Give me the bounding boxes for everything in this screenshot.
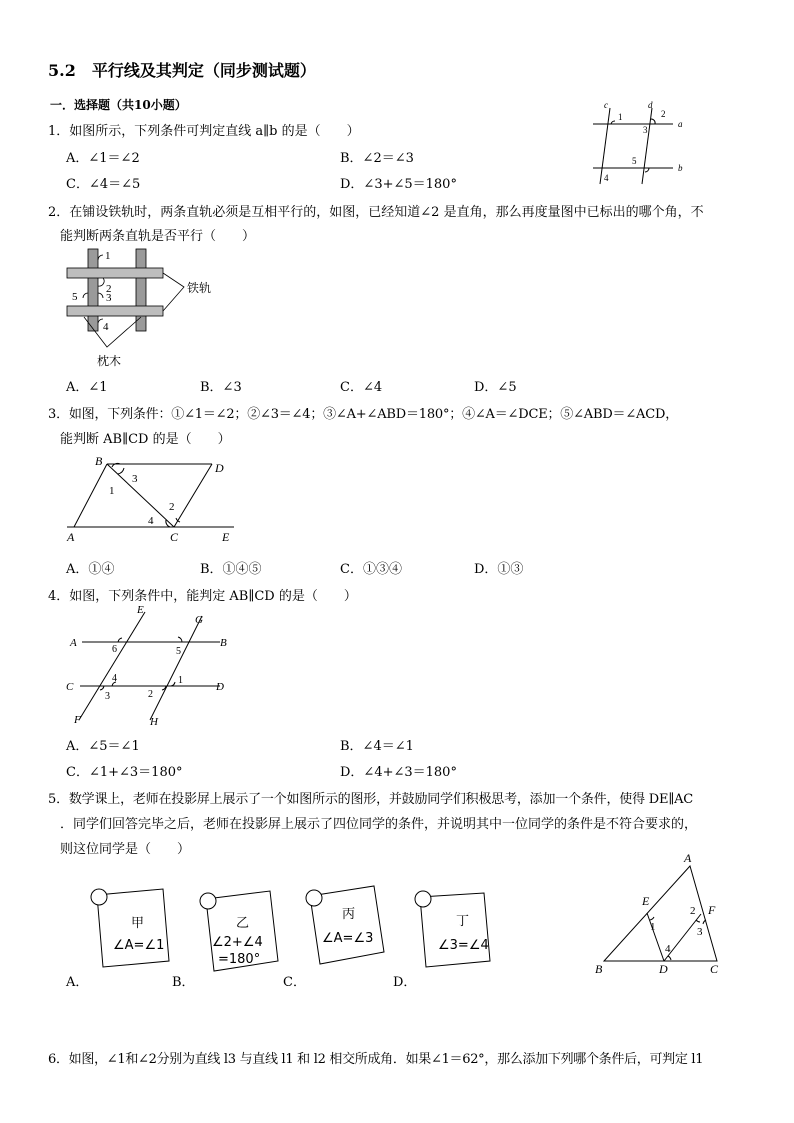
q5-note-yi-name: 乙 <box>236 916 250 931</box>
q6-stem: 6．如图，∠1和∠2分别为直线 l3 与直线 l1 和 l2 相交所成角．如果∠1＝62°，那么添加下列哪个条件后，可判定 l1 <box>48 1052 704 1067</box>
q5-option-b[interactable]: B． <box>172 975 195 990</box>
q5-note-yi <box>194 885 284 981</box>
q3-stem-line2: 能判断 AB∥CD 的是（ ） <box>60 432 231 447</box>
q4-option-b[interactable]: B．∠4＝∠1 <box>340 739 414 754</box>
q5-note-jia <box>85 885 175 981</box>
q5-stem-line2: ．同学们回答完毕之后，老师在投影屏上展示了四位同学的条件，并说明其中一位同学的条件是不符合要求的， <box>60 817 698 832</box>
q5-stem-line1: 5．数学课上，老师在投影屏上展示了一个如图所示的图形，并鼓励同学们积极思考，添加一个条件，使得 DE∥AC <box>48 792 694 807</box>
q5-angle-3: 3 <box>697 926 703 938</box>
q2-angle-5: 5 <box>72 291 78 303</box>
q5-note-bing <box>300 880 390 976</box>
q3-label-e: E <box>222 530 230 544</box>
q5-option-c[interactable]: C． <box>283 975 306 990</box>
q1-label-b: b <box>678 163 683 173</box>
q4-figure <box>62 602 242 730</box>
q2-angle-3: 3 <box>106 292 112 304</box>
q1-option-c[interactable]: C．∠4＝∠5 <box>66 177 141 192</box>
q3-stem-line1: 3．如图，下列条件：①∠1＝∠2；②∠3＝∠4；③∠A+∠ABD＝180°；④∠A＝∠DCE；⑤∠ABD＝∠ACD， <box>48 407 679 422</box>
q3-label-d: D <box>215 461 224 475</box>
q1-label-d: d <box>648 100 653 110</box>
q1-figure <box>585 98 695 188</box>
q4-angle-2: 2 <box>148 689 153 700</box>
q3-angle-2: 2 <box>169 501 175 513</box>
q4-label-e: E <box>137 604 144 616</box>
q5-note-ding-name: 丁 <box>456 914 470 929</box>
q5-label-f: F <box>708 903 716 917</box>
q5-note-bing-name: 丙 <box>342 907 356 922</box>
q2-stem-line1: 2．在铺设铁轨时，两条直轨必须是互相平行的，如图，已经知道∠2 是直角，那么再度量图中已标出的哪个角，不 <box>48 205 704 220</box>
q3-option-d[interactable]: D．①③ <box>474 562 524 577</box>
q2-angle-1: 1 <box>105 250 111 262</box>
q4-angle-3: 3 <box>105 691 110 702</box>
q5-stem-line3: 则这位同学是（ ） <box>60 842 191 857</box>
q3-figure <box>62 452 242 547</box>
q2-figure <box>62 247 232 372</box>
q5-option-d[interactable]: D． <box>393 975 417 990</box>
q1-stem: 1．如图所示，下列条件可判定直线 a∥b 的是（ ） <box>48 124 360 139</box>
q1-label-c: c <box>604 100 608 110</box>
q5-label-d: D <box>659 962 668 976</box>
q2-label-sleeper: 枕木 <box>97 354 122 368</box>
q2-stem-line2: 能判断两条直轨是否平行（ ） <box>60 229 256 244</box>
q5-note-yi-cond2: =180° <box>218 952 261 967</box>
q4-angle-5: 5 <box>176 646 181 657</box>
q2-angle-2: 2 <box>106 283 112 295</box>
q3-angle-1: 1 <box>109 485 115 497</box>
q5-label-b: B <box>595 962 603 976</box>
q5-option-a[interactable]: A． <box>66 975 89 990</box>
q3-option-a[interactable]: A．①④ <box>66 562 115 577</box>
q1-option-a[interactable]: A．∠1＝∠2 <box>66 151 140 166</box>
q5-note-jia-cond: ∠A=∠1 <box>113 938 165 953</box>
q1-angle-5: 5 <box>632 156 637 166</box>
q4-option-a[interactable]: A．∠5＝∠1 <box>66 739 140 754</box>
q1-angle-2: 2 <box>661 109 666 119</box>
q4-angle-6: 6 <box>112 644 117 655</box>
q3-label-b: B <box>95 454 103 468</box>
q4-angle-4: 4 <box>112 673 117 684</box>
q5-angle-1: 1 <box>650 921 656 933</box>
q3-option-b[interactable]: B．①④⑤ <box>200 562 262 577</box>
q5-note-bing-cond: ∠A=∠3 <box>322 931 374 946</box>
q4-label-f: F <box>74 714 81 726</box>
q4-option-c[interactable]: C．∠1+∠3＝180° <box>66 765 183 780</box>
q1-option-b[interactable]: B．∠2＝∠3 <box>340 151 414 166</box>
q2-option-b[interactable]: B．∠3 <box>200 380 242 395</box>
q3-label-a: A <box>67 530 75 544</box>
q4-label-c: C <box>66 681 74 693</box>
section-heading: 一．选择题（共10小题） <box>50 98 187 112</box>
q1-option-d[interactable]: D．∠3+∠5＝180° <box>340 177 457 192</box>
q1-angle-1: 1 <box>618 112 623 122</box>
q4-label-a: A <box>70 637 77 649</box>
q3-label-c: C <box>170 530 179 544</box>
q5-note-jia-name: 甲 <box>131 916 145 931</box>
q4-label-g: G <box>195 614 203 626</box>
q2-option-c[interactable]: C．∠4 <box>340 380 383 395</box>
q5-angle-4: 4 <box>665 943 671 955</box>
q5-label-c: C <box>710 962 719 976</box>
q4-label-h: H <box>150 716 158 728</box>
q5-note-yi-cond: ∠2+∠4 <box>212 935 263 950</box>
q5-note-ding-cond: ∠3=∠4 <box>438 938 489 953</box>
q2-angle-4: 4 <box>103 321 109 333</box>
q3-angle-4: 4 <box>148 515 154 527</box>
q5-angle-2: 2 <box>690 905 696 917</box>
q4-option-d[interactable]: D．∠4+∠3＝180° <box>340 765 457 780</box>
q5-figure <box>590 848 735 978</box>
q1-angle-3: 3 <box>643 125 648 135</box>
q5-label-a: A <box>684 851 692 865</box>
page-title: 5.2 平行线及其判定（同步测试题） <box>48 61 316 80</box>
q1-label-a: a <box>678 119 683 129</box>
q2-option-a[interactable]: A．∠1 <box>66 380 108 395</box>
q1-angle-4: 4 <box>604 173 609 183</box>
q5-note-ding <box>408 883 498 979</box>
q2-label-rail: 铁轨 <box>187 281 212 295</box>
q4-stem: 4．如图，下列条件中，能判定 AB∥CD 的是（ ） <box>48 589 357 604</box>
q4-label-b: B <box>220 637 227 649</box>
q4-angle-1: 1 <box>178 675 183 686</box>
q3-option-c[interactable]: C．①③④ <box>340 562 402 577</box>
q5-label-e: E <box>642 894 650 908</box>
q3-angle-3: 3 <box>132 473 138 485</box>
q4-label-d: D <box>216 681 224 693</box>
q2-option-d[interactable]: D．∠5 <box>474 380 517 395</box>
